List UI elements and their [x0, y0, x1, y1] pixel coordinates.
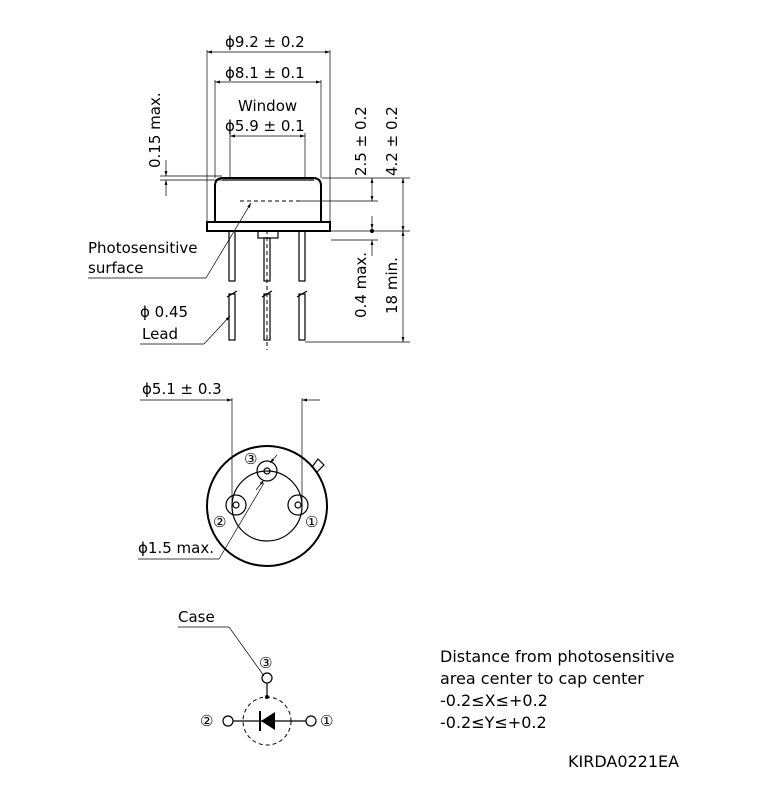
lead-dim-label: ϕ 0.45: [140, 303, 189, 321]
alignment-note: [440, 646, 675, 734]
bottom-pin2-label: ②: [213, 513, 227, 531]
schematic-pin2-label: ②: [200, 712, 214, 730]
window-depth-label: 0.15 max.: [146, 92, 164, 168]
photosensitive-label-1: Photosensitive: [88, 239, 198, 257]
note-line-1: Distance from photosensitive: [440, 647, 675, 666]
photosensitive-callout: [88, 203, 251, 278]
cap-body: [207, 178, 330, 238]
schematic-pin3-label: ③: [259, 654, 273, 672]
flange-label: 0.4 max.: [352, 251, 370, 318]
dim-heights: [300, 106, 410, 342]
leads: [227, 230, 307, 350]
window-label: Window: [238, 97, 298, 115]
bottom-pin3-label: ③: [244, 450, 258, 468]
drawing-code: KIRDA0221EA: [568, 752, 680, 771]
schematic-pin2-terminal: [223, 716, 233, 726]
note-line-4: -0.2≤Y≤+0.2: [440, 713, 547, 732]
note-line-2: area center to cap center: [440, 669, 644, 688]
photosensitive-label-2: surface: [88, 259, 144, 277]
schematic: [178, 608, 333, 745]
dim-pin-circle: [140, 380, 320, 505]
header-outline: [207, 446, 327, 566]
pin-hole-label: ϕ1.5 max.: [138, 539, 214, 557]
case-label: Case: [178, 608, 215, 626]
schematic-pin1-label: ①: [320, 712, 334, 730]
diode-symbol: [261, 712, 275, 730]
total-height-label: 4.2 ± 0.2: [383, 106, 401, 176]
lead-length-label: 18 min.: [383, 257, 401, 314]
cap-height-label: 2.5 ± 0.2: [352, 106, 370, 176]
dim-window-diameter: [225, 117, 305, 178]
pin-hole-callout: [138, 483, 264, 559]
bottom-pin1-label: ①: [305, 513, 319, 531]
schematic-pin3-terminal: [262, 673, 272, 683]
bottom-view: [138, 380, 327, 566]
dim-window-depth: [146, 92, 222, 196]
side-view: [88, 33, 410, 350]
lead-callout: [140, 303, 230, 344]
window-diameter-label: ϕ5.9 ± 0.1: [225, 117, 305, 135]
note-line-3: -0.2≤X≤+0.2: [440, 691, 548, 710]
outer-diameter-label: ϕ9.2 ± 0.2: [225, 33, 305, 51]
lead-label: Lead: [142, 325, 179, 343]
cap-diameter-label: ϕ8.1 ± 0.1: [225, 64, 305, 82]
pin-circle-label: ϕ5.1 ± 0.3: [142, 380, 222, 398]
schematic-pin1-terminal: [306, 716, 316, 726]
